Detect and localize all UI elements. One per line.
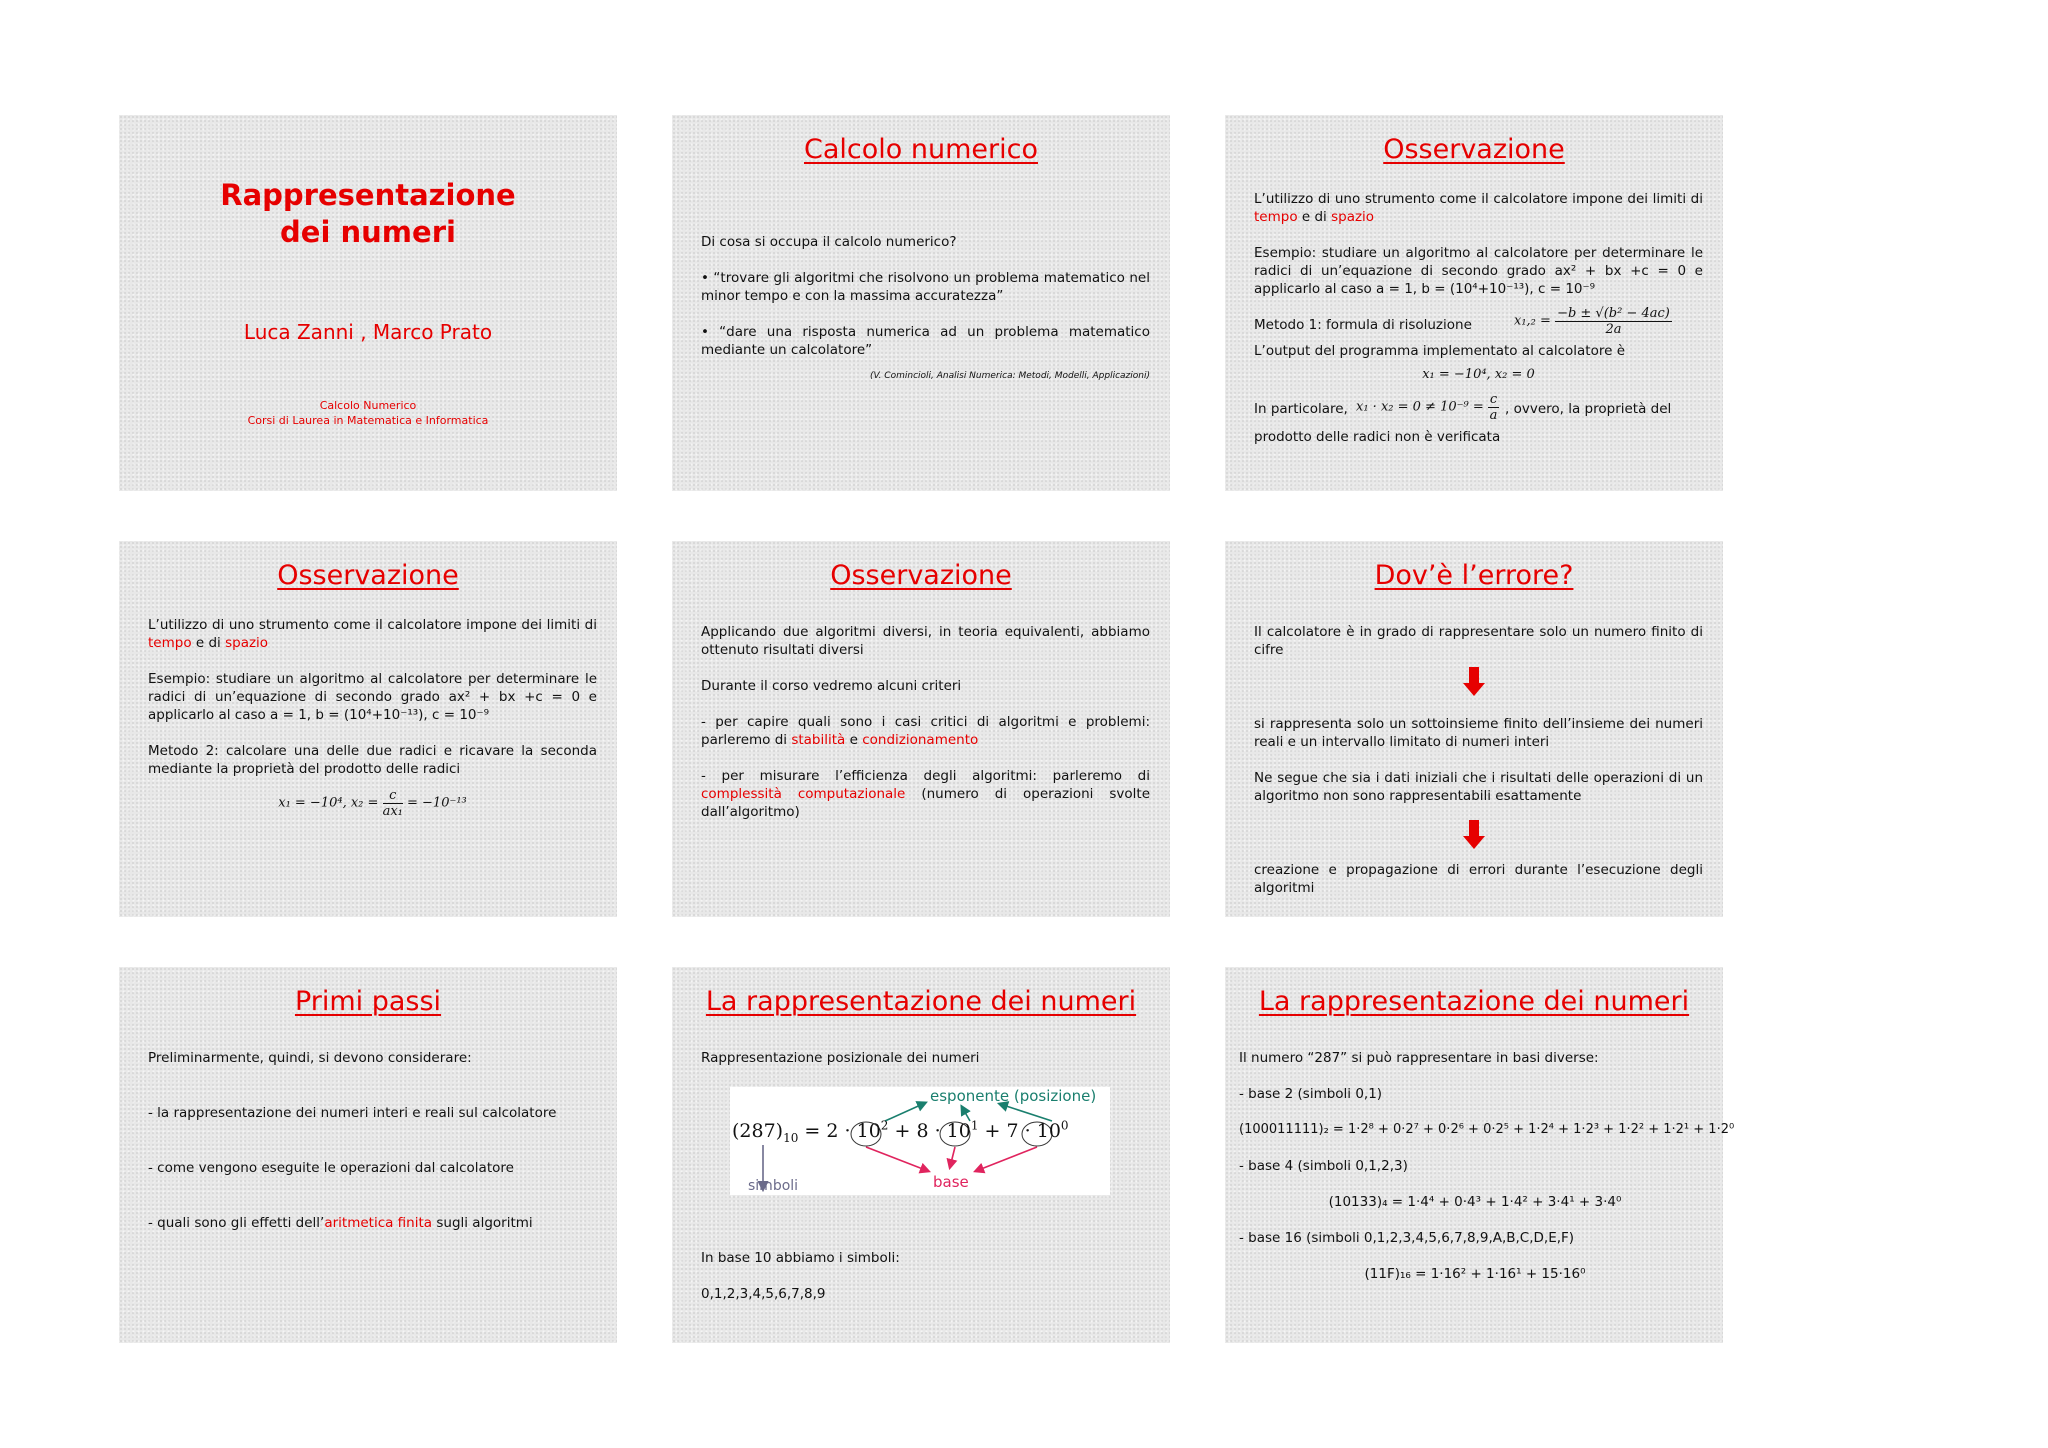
question: Di cosa si occupa il calcolo numerico? xyxy=(701,234,957,250)
course-name: Calcolo Numerico xyxy=(319,399,417,412)
slide-rappresentazione-2 xyxy=(1225,967,1735,1343)
output-values: x₁ = −10⁴, x₂ = 0 xyxy=(1422,367,1535,382)
formula-lhs: x₁,₂ = xyxy=(1514,313,1551,329)
text: e xyxy=(845,732,863,748)
base16-expr: (11F)₁₆ = 1·16² + 1·16¹ + 15·16⁰ xyxy=(1364,1266,1586,1282)
slide-title: Osservazione xyxy=(277,560,459,591)
slide-body xyxy=(1254,190,1703,446)
metodo2-paragraph: Metodo 2: calcolare una delle due radici e ricavare la seconda mediante la proprietà del prodotto delle radici xyxy=(148,743,597,777)
slide-body xyxy=(148,1049,597,1250)
arrow-base xyxy=(866,1147,928,1171)
highlight-spazio: spazio xyxy=(225,635,269,651)
slide-calcolo-numerico xyxy=(672,115,1170,491)
slide-title: La rappresentazione dei numeri xyxy=(1258,986,1690,1017)
slide-osservazione-3 xyxy=(672,541,1170,917)
slide-title: Osservazione xyxy=(1383,134,1565,165)
p2: In base 10 abbiamo i simboli: xyxy=(701,1250,900,1266)
p4 xyxy=(148,1214,597,1232)
output-text: L’output del programma implementato al calcolatore è xyxy=(1254,343,1626,359)
limits-paragraph xyxy=(148,616,597,652)
formula-b: = −10⁻¹³ xyxy=(407,795,467,811)
highlight-condizionamento: condizionamento xyxy=(862,732,979,748)
particolare-label: In particolare, xyxy=(1254,401,1348,417)
conclusion: prodotto delle radici non è verificata xyxy=(1254,429,1501,445)
base4-expr: (10133)₄ = 1·4⁴ + 0·4³ + 1·4² + 3·4¹ + 3·4⁰ xyxy=(1328,1194,1622,1210)
slide-rappresentazione-1 xyxy=(672,967,1170,1343)
arrow-down-icon xyxy=(1469,820,1479,836)
base16-label: - base 16 (simboli 0,1,2,3,4,5,6,7,8,9,A,B,C,D,E,F) xyxy=(1239,1230,1575,1246)
text: (numero di operazioni svolte dall’algoritmo) xyxy=(701,786,1151,820)
highlight-spazio: spazio xyxy=(1331,209,1375,225)
expr-lhs-sub: 10 xyxy=(783,1130,799,1145)
p4 xyxy=(701,767,1150,821)
formula-num: −b ± √(b² − 4ac) xyxy=(1557,306,1670,321)
p1: Preliminarmente, quindi, si devono considerare: xyxy=(148,1050,472,1066)
expr-plus: + 7 · xyxy=(984,1120,1031,1142)
highlight-complessita: complessità computazionale xyxy=(701,786,906,802)
arrow-exp xyxy=(885,1103,925,1121)
bullet-2: • “dare una risposta numerica ad un problema matematico mediante un calcolatore” xyxy=(701,324,1150,358)
formula-den: ax₁ xyxy=(382,804,403,819)
slide-body xyxy=(148,616,597,819)
formula-fraction xyxy=(383,788,403,819)
base4-label: - base 4 (simboli 0,1,2,3) xyxy=(1239,1158,1408,1174)
slide-body xyxy=(1239,1049,1735,1301)
text: sugli algoritmi xyxy=(432,1215,533,1231)
product-math: x₁ · x₂ = 0 ≠ 10⁻⁹ = xyxy=(1356,399,1484,415)
product-num: c xyxy=(1489,392,1498,407)
arrow-exp xyxy=(1000,1104,1052,1121)
formula-den: 2a xyxy=(1605,322,1622,337)
slide-body xyxy=(701,1049,1150,1085)
formula-a: x₁ = −10⁴, x₂ = xyxy=(278,795,379,811)
course-degree: Corsi di Laurea in Matematica e Informatica xyxy=(247,414,489,427)
p2: Durante il corso vedremo alcuni criteri xyxy=(701,678,962,694)
highlight-tempo: tempo xyxy=(1254,209,1298,225)
positional-expression xyxy=(732,1118,1069,1145)
label-base: base xyxy=(933,1173,969,1191)
example-paragraph: Esempio: studiare un algoritmo al calcolatore per determinare le radici di un’equazione di secondo grado ax² + bx +c = 0 e applicarlo al caso a = 1, b = (10⁴+10⁻¹³), c = 10⁻⁹ xyxy=(148,671,597,723)
slide-cover xyxy=(119,115,617,491)
arrow-down-icon xyxy=(1469,667,1479,683)
arrow-base xyxy=(950,1147,955,1167)
highlight-aritmetica-finita: aritmetica finita xyxy=(324,1215,433,1231)
slide-dove-errore xyxy=(1225,541,1723,917)
limits-paragraph xyxy=(1254,190,1703,226)
expr-exp: 0 xyxy=(1060,1118,1069,1133)
label-esponente: esponente (posizione) xyxy=(930,1087,1097,1105)
p2: - la rappresentazione dei numeri interi e reali sul calcolatore xyxy=(148,1105,557,1121)
label-simboli: simboli xyxy=(748,1178,799,1194)
quadratic-formula xyxy=(1514,306,1672,337)
formula-num: c xyxy=(383,788,403,804)
p1: Applicando due algoritmi diversi, in teoria equivalenti, abbiamo ottenuto risultati diversi xyxy=(701,624,1150,658)
text: e di xyxy=(1297,209,1332,225)
text: e di xyxy=(191,635,226,651)
slide-body xyxy=(701,233,1150,385)
cover-authors: Luca Zanni , Marco Prato xyxy=(243,320,493,344)
base2-label: - base 2 (simboli 0,1) xyxy=(1239,1086,1383,1102)
p3: - come vengono eseguite le operazioni dal calcolatore xyxy=(148,1160,514,1176)
example-paragraph: Esempio: studiare un algoritmo al calcolatore per determinare le radici di un’equazione di secondo grado ax² + bx +c = 0 e applicarlo al caso a = 1, b = (10⁴+10⁻¹³), c = 10⁻⁹ xyxy=(1254,245,1703,297)
p2: si rappresenta solo un sottoinsieme finito dell’insieme dei numeri reali e un intervallo limitato di numeri interi xyxy=(1254,716,1703,750)
product-formula xyxy=(1356,392,1499,423)
p3: 0,1,2,3,4,5,6,7,8,9 xyxy=(701,1286,826,1302)
expr-ten: 10 xyxy=(946,1120,971,1142)
text: - per capire quali sono i casi critici di algoritmi e problemi: parleremo di xyxy=(701,714,1150,748)
slide-title: Primi passi xyxy=(294,986,442,1017)
product-den: a xyxy=(1489,408,1498,423)
expr-ten: 10 xyxy=(1036,1120,1061,1142)
arrow-base xyxy=(976,1147,1037,1171)
expr-exp: 2 xyxy=(880,1118,889,1133)
bullet-1: • “trovare gli algoritmi che risolvono un problema matematico nel minor tempo e con la massima accuratezza” xyxy=(701,270,1150,304)
p1: Rappresentazione posizionale dei numeri xyxy=(701,1050,980,1066)
positional-diagram xyxy=(730,1087,1110,1195)
slide-osservazione-1 xyxy=(1225,115,1723,491)
cover-title xyxy=(119,177,617,251)
formula-fraction xyxy=(1555,306,1672,337)
particolare-row xyxy=(1254,392,1703,426)
text: - quali sono gli effetti dell’ xyxy=(148,1215,325,1231)
slide-title: Osservazione xyxy=(830,560,1012,591)
slide-body xyxy=(701,623,1150,839)
highlight-tempo: tempo xyxy=(148,635,192,651)
slide-body-bottom xyxy=(701,1249,1150,1321)
expr-exp: 1 xyxy=(970,1118,979,1133)
text: L’utilizzo di uno strumento come il calcolatore impone dei limiti di xyxy=(148,617,597,633)
p3: Ne segue che sia i dati iniziali che i risultati delle operazioni di un algoritmo non sono rappresentabili esattamente xyxy=(1254,770,1703,804)
p1: Il calcolatore è in grado di rappresentare solo un numero finito di cifre xyxy=(1254,624,1703,658)
metodo1-row xyxy=(1254,306,1703,340)
slide-title: Dov’è l’errore? xyxy=(1374,560,1574,591)
text: - per misurare l’efficienza degli algoritmi: parleremo di xyxy=(701,768,1150,784)
expr-plus: + 8 · xyxy=(894,1120,941,1142)
metodo2-formula xyxy=(148,788,597,819)
cover-title-line2: dei numeri xyxy=(280,215,456,249)
expr-lhs: (287) xyxy=(732,1120,784,1142)
base2-expr: (100011111)₂ = 1·2⁸ + 0·2⁷ + 0·2⁶ + 0·2⁵ + 1·2⁴ + 1·2³ + 1·2² + 1·2¹ + 1·2⁰ xyxy=(1239,1122,1735,1137)
citation: (V. Comincioli, Analisi Numerica: Metodi, Modelli, Applicazioni) xyxy=(869,371,1150,381)
p4: creazione e propagazione di errori durante l’esecuzione degli algoritmi xyxy=(1254,862,1703,896)
p3 xyxy=(701,713,1150,749)
cover-title-line1: Rappresentazione xyxy=(220,178,516,212)
highlight-stabilita: stabilità xyxy=(791,732,846,748)
metodo1-label: Metodo 1: formula di risoluzione xyxy=(1254,317,1472,333)
expr-ten: 10 xyxy=(856,1120,881,1142)
cover-course xyxy=(119,398,617,428)
slide-title: Calcolo numerico xyxy=(804,134,1038,165)
arrow-exp xyxy=(962,1107,970,1121)
product-fraction xyxy=(1488,392,1499,423)
slide-osservazione-2 xyxy=(119,541,617,917)
expr-eq: = 2 · xyxy=(804,1120,851,1142)
particolare-tail: , ovvero, la proprietà del xyxy=(1505,401,1672,417)
text: L’utilizzo di uno strumento come il calcolatore impone dei limiti di xyxy=(1254,191,1703,207)
slide-primi-passi xyxy=(119,967,617,1343)
slide-title: La rappresentazione dei numeri xyxy=(705,986,1137,1017)
p1: Il numero “287” si può rappresentare in basi diverse: xyxy=(1239,1050,1599,1066)
